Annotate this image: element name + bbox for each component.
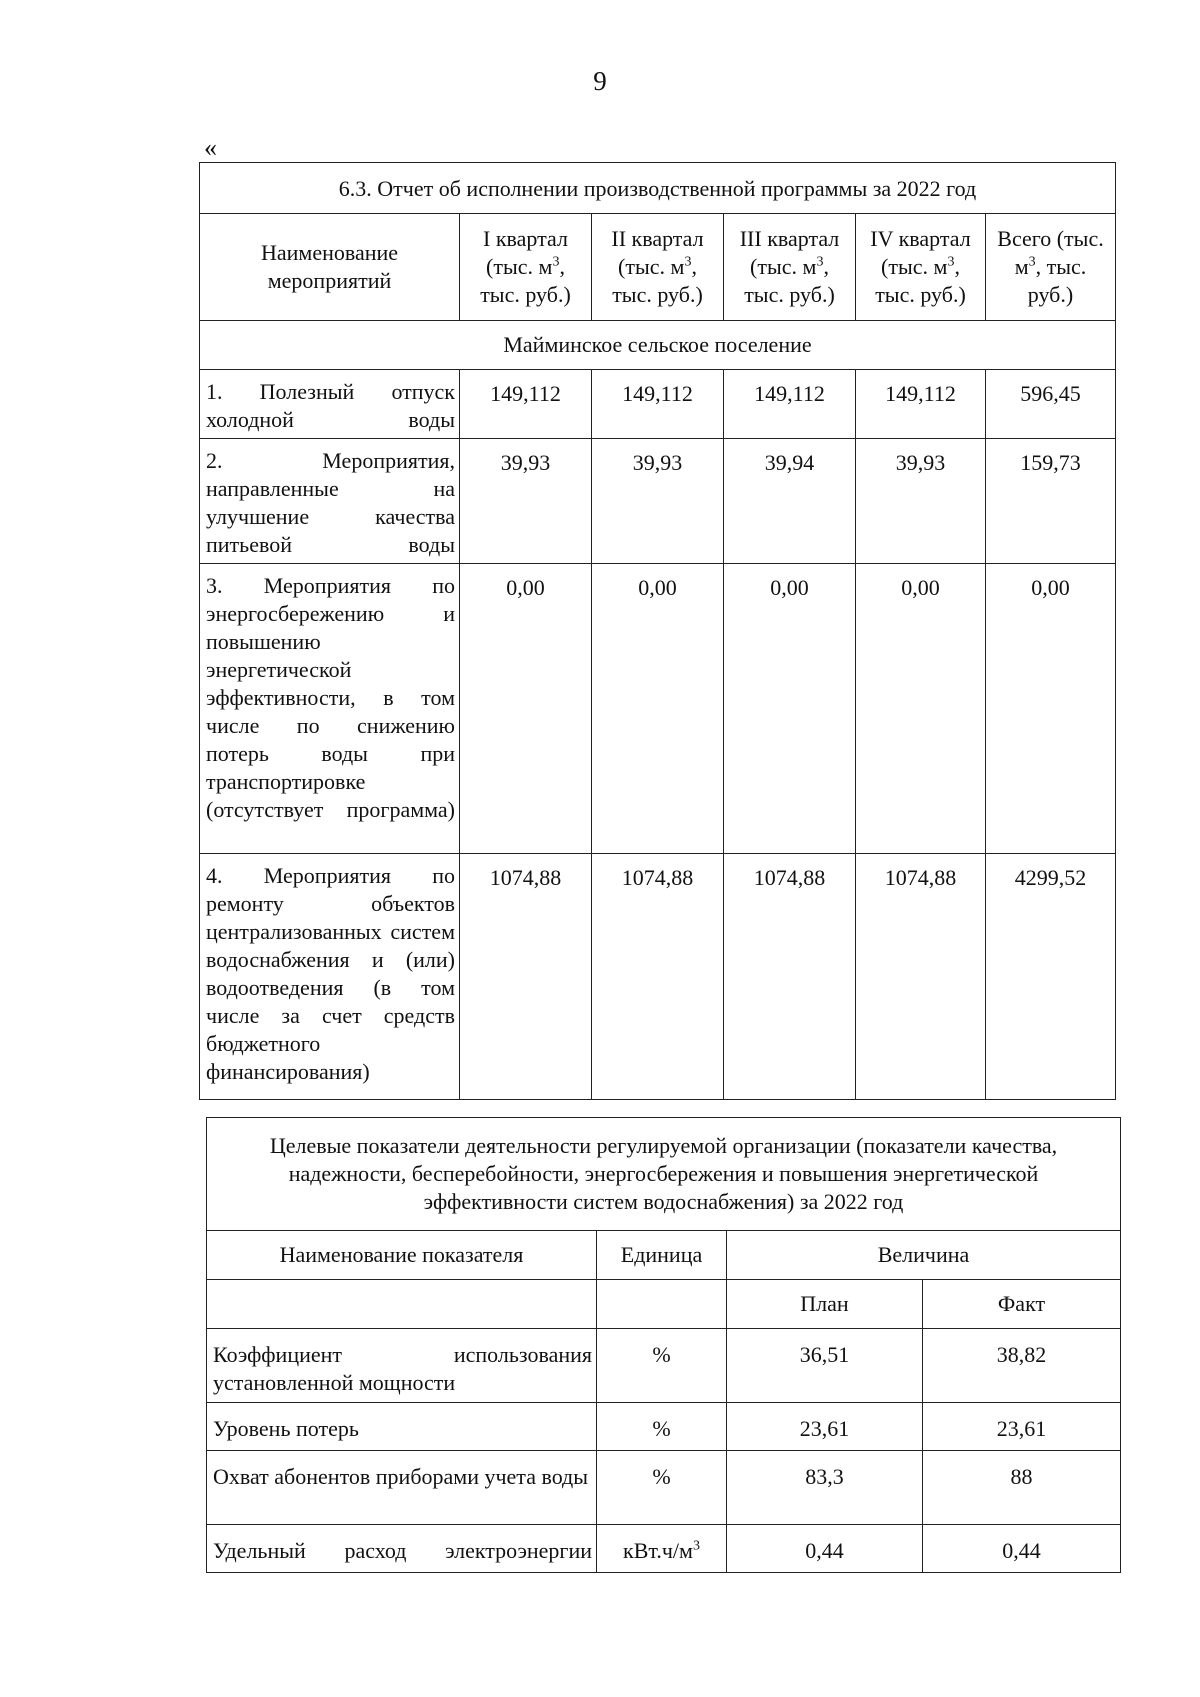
value-q4: 0,00 xyxy=(856,564,986,854)
header-value: Величина xyxy=(727,1231,1121,1280)
value-total: 4299,52 xyxy=(986,854,1116,1100)
targets-table-title: Целевые показатели деятельности регулируемой организации (показатели качества, надежности, бесперебойности, энергосбережения и повышения энергетической эффективности систем водоснабжения) за 2022 год xyxy=(207,1118,1121,1231)
value-total: 596,45 xyxy=(986,370,1116,439)
indicator-unit: $кВт.ч/м^3$ xyxy=(597,1525,727,1573)
table-row xyxy=(207,1525,1121,1573)
value-q2: 0,00 xyxy=(592,564,724,854)
value-q1: 39,93 xyxy=(460,439,592,564)
indicator-plan: 23,61 xyxy=(727,1403,923,1451)
targets-subheader-row xyxy=(207,1280,1121,1329)
table-row xyxy=(200,370,1116,439)
value-total: 159,73 xyxy=(986,439,1116,564)
value-q1: 1074,88 xyxy=(460,854,592,1100)
header-plan: План xyxy=(727,1280,923,1329)
indicator-fact: 88 xyxy=(923,1451,1121,1525)
opening-quote-mark: « xyxy=(204,133,217,162)
target-indicators-table xyxy=(206,1117,1121,1573)
indicator-fact: 38,82 xyxy=(923,1329,1121,1403)
activity-name: 1. Полезный отпуск холодной воды xyxy=(200,370,460,439)
header-activity-name: Наименование мероприятий xyxy=(200,214,460,321)
value-q1: 0,00 xyxy=(460,564,592,854)
production-program-report-table xyxy=(199,162,1116,1100)
header-q4: IV квартал (тыс. $м^3$, тыс. руб.) xyxy=(856,214,986,321)
header-q1: I квартал (тыс. $м^3$, тыс. руб.) xyxy=(460,214,592,321)
indicator-name: Коэффициент использования установленной мощности xyxy=(207,1329,597,1403)
settlement-section-title: Майминское сельское поселение xyxy=(200,321,1116,370)
table-row xyxy=(200,439,1116,564)
header-fact: Факт xyxy=(923,1280,1121,1329)
indicator-name: Охват абонентов приборами учета воды xyxy=(207,1451,597,1525)
activity-name: 4. Мероприятия по ремонту объектов централизованных систем водоснабжения и (или) водоотведения (в том числе за счет средств бюджетного финансирования) xyxy=(200,854,460,1100)
value-q4: 39,93 xyxy=(856,439,986,564)
value-q3: 149,112 xyxy=(724,370,856,439)
indicator-unit: % xyxy=(597,1403,727,1451)
indicator-name: Удельный расход электроэнергии xyxy=(207,1525,597,1573)
indicator-plan: 83,3 xyxy=(727,1451,923,1525)
value-total: 0,00 xyxy=(986,564,1116,854)
table-row xyxy=(207,1403,1121,1451)
subheader-empty-unit xyxy=(597,1280,727,1329)
program-header-row xyxy=(200,214,1116,321)
value-q3: 0,00 xyxy=(724,564,856,854)
subheader-empty-name xyxy=(207,1280,597,1329)
indicator-plan: 36,51 xyxy=(727,1329,923,1403)
page-number: 9 xyxy=(593,66,607,96)
value-q4: 1074,88 xyxy=(856,854,986,1100)
indicator-name: Уровень потерь xyxy=(207,1403,597,1451)
value-q4: 149,112 xyxy=(856,370,986,439)
indicator-unit: % xyxy=(597,1451,727,1525)
header-unit: Единица xyxy=(597,1231,727,1280)
targets-header-row xyxy=(207,1231,1121,1280)
indicator-fact: 0,44 xyxy=(923,1525,1121,1573)
value-q2: 1074,88 xyxy=(592,854,724,1100)
indicator-plan: 0,44 xyxy=(727,1525,923,1573)
value-q2: 149,112 xyxy=(592,370,724,439)
value-q2: 39,93 xyxy=(592,439,724,564)
value-q3: 1074,88 xyxy=(724,854,856,1100)
table-row xyxy=(200,854,1116,1100)
table-row xyxy=(200,564,1116,854)
value-q1: 149,112 xyxy=(460,370,592,439)
header-indicator-name: Наименование показателя xyxy=(207,1231,597,1280)
header-q3: III квартал (тыс. $м^3$, тыс. руб.) xyxy=(724,214,856,321)
table-row xyxy=(207,1329,1121,1403)
program-table-title: 6.3. Отчет об исполнении производственной программы за 2022 год xyxy=(200,163,1116,214)
indicator-unit: % xyxy=(597,1329,727,1403)
header-total: Всего (тыс. $м^3$, тыс. руб.) xyxy=(986,214,1116,321)
activity-name: 3. Мероприятия по энергосбережению и повышению энергетической эффективности, в том числе по снижению потерь воды при транспортировке (отсутствует программа) xyxy=(200,564,460,854)
activity-name: 2. Мероприятия, направленные на улучшение качества питьевой воды xyxy=(200,439,460,564)
header-q2: II квартал (тыс. $м^3$, тыс. руб.) xyxy=(592,214,724,321)
table-row xyxy=(207,1451,1121,1525)
indicator-fact: 23,61 xyxy=(923,1403,1121,1451)
value-q3: 39,94 xyxy=(724,439,856,564)
